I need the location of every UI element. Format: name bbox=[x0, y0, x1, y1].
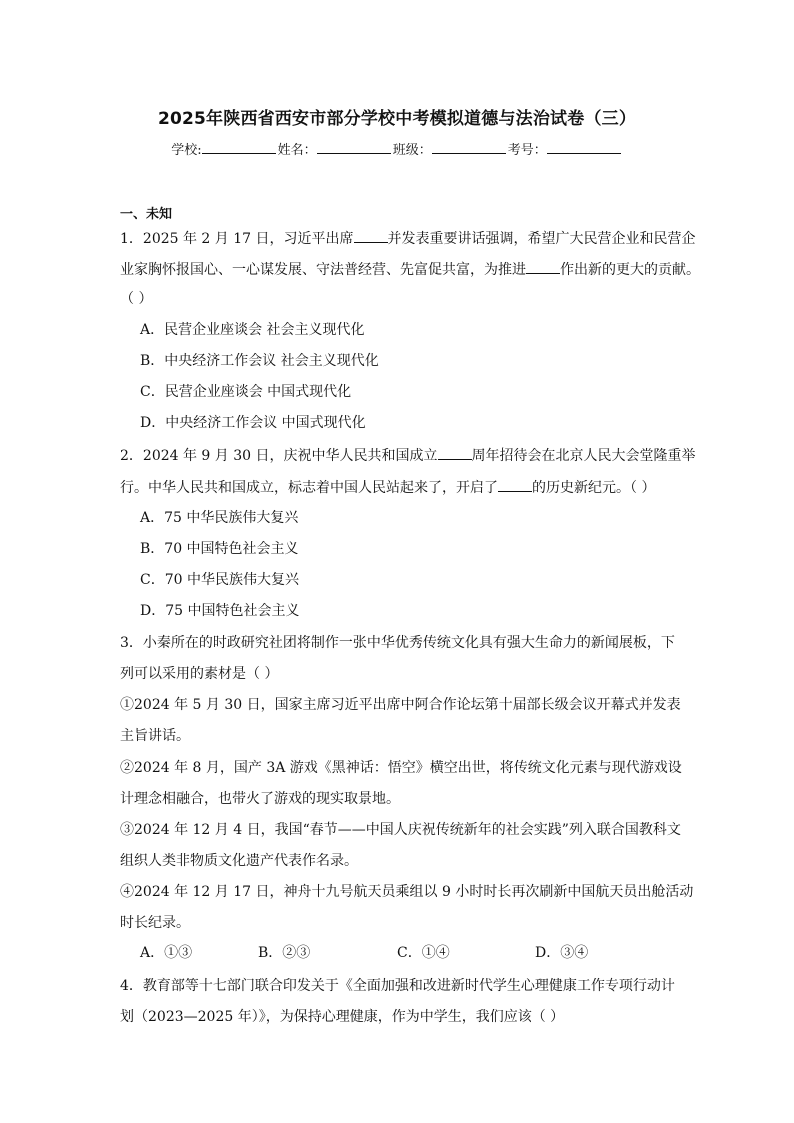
school-label: 学校: bbox=[171, 143, 202, 158]
q3-statement-2a: ②2024 年 8 月，国产 3A 游戏《黑神话：悟空》横空出世，将传统文化元素与现代游戏设 bbox=[120, 760, 682, 776]
student-info-line bbox=[0, 139, 794, 158]
school-blank[interactable] bbox=[202, 141, 276, 154]
q1-line-2 bbox=[120, 260, 700, 279]
q3-statement-4a: ④2024 年 12 月 17 日，神舟十九号航天员乘组以 9 小时时长再次刷新中国航天员出舱活动 bbox=[120, 884, 694, 900]
q1-text-2a: 业家胸怀报国心、一心谋发展、守法普经营、先富促共富，为推进 bbox=[120, 262, 526, 278]
q3-line-2: 列可以采用的素材是（ ） bbox=[120, 666, 279, 682]
q1-answer-bracket: （ ） bbox=[120, 291, 153, 307]
q2-option-d[interactable]: D．75 中国特色社会主义 bbox=[140, 603, 300, 619]
q2-text-2b: 的历史新纪元。（ ） bbox=[532, 480, 656, 496]
q2-text-1b: 周年招待会在北京人民大会堂隆重举 bbox=[471, 448, 696, 464]
q2-line-1 bbox=[120, 446, 696, 465]
q1-blank-1 bbox=[354, 229, 388, 243]
q3-statement-1a: ①2024 年 5 月 30 日，国家主席习近平出席中阿合作论坛第十届部长级会议开幕式并发表 bbox=[120, 697, 681, 713]
exam-title: 2025年陕西省西安市部分学校中考模拟道德与法治试卷（三） bbox=[157, 109, 637, 129]
name-blank[interactable] bbox=[317, 141, 391, 154]
q1-text-1a: 1．2025 年 2 月 17 日，习近平出席 bbox=[120, 231, 354, 247]
q1-option-a[interactable]: A．民营企业座谈会 社会主义现代化 bbox=[140, 322, 365, 338]
q3-statement-3a: ③2024 年 12 月 4 日，我国“春节——中国人庆祝传统新年的社会实践”列入联合国教科文 bbox=[120, 822, 681, 838]
class-label: 班级： bbox=[392, 143, 432, 158]
q1-option-d[interactable]: D．中央经济工作会议 中国式现代化 bbox=[140, 415, 366, 431]
q1-text-1b: 并发表重要讲话强调，希望广大民营企业和民营企 bbox=[387, 231, 696, 247]
q2-blank-2 bbox=[498, 478, 532, 492]
q2-option-a[interactable]: A．75 中华民族伟大复兴 bbox=[140, 510, 299, 526]
q3-statement-1b: 主旨讲话。 bbox=[120, 728, 190, 744]
exam-no-blank[interactable] bbox=[547, 141, 621, 154]
q1-blank-2 bbox=[526, 260, 560, 274]
q2-option-c[interactable]: C．70 中华民族伟大复兴 bbox=[140, 572, 299, 588]
section-heading: 一、未知 bbox=[120, 207, 173, 222]
q3-option-b[interactable]: B．②③ bbox=[258, 945, 311, 961]
q1-option-b[interactable]: B．中央经济工作会议 社会主义现代化 bbox=[140, 353, 379, 369]
q2-text-2a: 行。中华人民共和国成立，标志着中国人民站起来了，开启了 bbox=[120, 480, 498, 496]
q3-option-a[interactable]: A．①③ bbox=[140, 945, 193, 961]
q3-statement-3b: 组织人类非物质文化遗产代表作名录。 bbox=[120, 853, 358, 869]
name-label: 姓名： bbox=[277, 143, 317, 158]
exam-no-label: 考号： bbox=[507, 143, 547, 158]
q1-option-c[interactable]: C．民营企业座谈会 中国式现代化 bbox=[140, 384, 352, 400]
q2-option-b[interactable]: B．70 中国特色社会主义 bbox=[140, 541, 299, 557]
q2-blank-1 bbox=[438, 446, 472, 460]
q1-text-2b: 作出新的更大的贡献。 bbox=[560, 262, 700, 278]
q3-statement-4b: 时长纪录。 bbox=[120, 915, 190, 931]
q4-line-1: 4．教育部等十七部门联合印发关于《全面加强和改进新时代学生心理健康工作专项行动计 bbox=[120, 978, 675, 994]
q3-statement-2b: 计理念相融合，也带火了游戏的现实取景地。 bbox=[120, 791, 400, 807]
q2-text-1a: 2．2024 年 9 月 30 日，庆祝中华人民共和国成立 bbox=[120, 448, 438, 464]
q3-option-c[interactable]: C．①④ bbox=[397, 945, 450, 961]
q3-option-d[interactable]: D．③④ bbox=[535, 945, 589, 961]
q2-line-2 bbox=[120, 478, 655, 497]
q3-line-1: 3．小秦所在的时政研究社团将制作一张中华优秀传统文化具有强大生命力的新闻展板，下 bbox=[120, 635, 675, 651]
q4-line-2: 划（2023—2025 年）》，为保持心理健康，作为中学生，我们应该（ ） bbox=[120, 1009, 565, 1025]
q1-line-1 bbox=[120, 229, 696, 248]
class-blank[interactable] bbox=[432, 141, 506, 154]
